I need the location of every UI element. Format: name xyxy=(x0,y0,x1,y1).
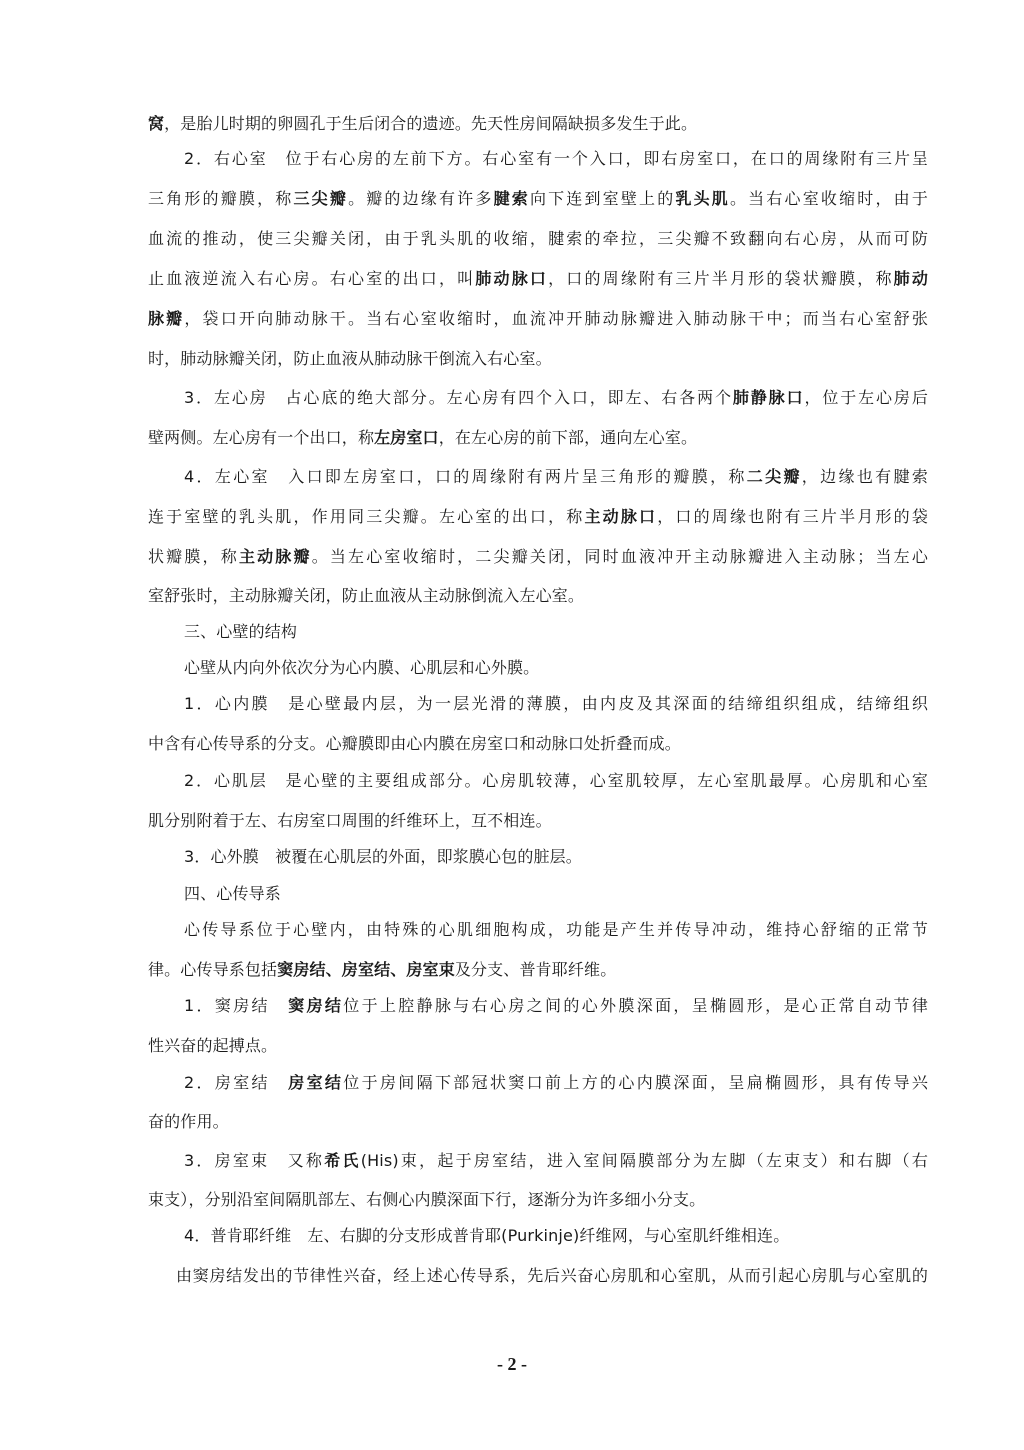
text-segment: 状瓣膜，称 xyxy=(148,547,239,566)
bold-term: 主动脉口 xyxy=(584,507,658,526)
text-segment: ，是胎儿时期的卵圆孔于生后闭合的遗迹。先天性房间隔缺损多发生于此。 xyxy=(164,114,698,133)
text-segment: 心壁从内向外依次分为心内膜、心肌层和心外膜。 xyxy=(184,658,540,677)
text-segment: 3．心外膜 被覆在心肌层的外面，即浆膜心包的脏层。 xyxy=(184,847,582,866)
text-line xyxy=(148,547,928,567)
text-segment: 4．左心室 入口即左房室口，口的周缘附有两片呈三角形的瓣膜，称 xyxy=(184,467,747,486)
text-segment: 。当右心室收缩时，由于 xyxy=(730,189,929,208)
text-segment: ，在左心房的前下部，通向左心室。 xyxy=(438,428,698,447)
bold-term: 主动脉瓣 xyxy=(238,547,312,566)
text-line xyxy=(148,1190,928,1210)
text-segment: 位于上腔静脉与右心房之间的心外膜深面，呈椭圆形，是心正常自动节律 xyxy=(343,996,928,1015)
text-segment: ，边缘也有腱索 xyxy=(801,467,928,486)
text-segment: 三、心壁的结构 xyxy=(184,622,298,641)
text-segment: 4．普肯耶纤维 左、右脚的分支形成普肯耶(Purkinje)纤维网，与心室肌纤维相连。 xyxy=(184,1226,790,1245)
text-segment: 律。心传导系包括 xyxy=(148,960,278,979)
text-line xyxy=(184,388,928,408)
text-line xyxy=(148,1036,928,1056)
text-segment: 肌分别附着于左、右房室口周围的纤维环上，互不相连。 xyxy=(148,811,552,830)
text-line xyxy=(176,1266,928,1286)
text-line xyxy=(184,467,928,487)
text-segment: 心传导系位于心壁内，由特殊的心肌细胞构成，功能是产生并传导冲动，维持心舒缩的正常节 xyxy=(184,920,928,939)
bold-term: 左房室口 xyxy=(374,428,439,447)
text-segment: 由窦房结发出的节律性兴奋，经上述心传导系，先后兴奋心房肌和心室肌，从而引起心房肌与心室肌的 xyxy=(176,1266,928,1285)
text-line xyxy=(184,1151,928,1171)
bold-term: 脉瓣 xyxy=(148,309,185,328)
text-line xyxy=(148,586,928,606)
text-segment: 3．房室束 又称 xyxy=(184,1151,325,1170)
bold-term: 三尖瓣 xyxy=(293,189,349,208)
text-segment: 。瓣的边缘有许多 xyxy=(348,189,494,208)
text-segment: ，口的周缘也附有三片半月形的袋 xyxy=(657,507,928,526)
text-segment: 2．心肌层 是心壁的主要组成部分。心房肌较薄，心室肌较厚，左心室肌最厚。心房肌和心室 xyxy=(184,771,928,790)
text-segment: ，位于左心房后 xyxy=(804,388,928,407)
text-line xyxy=(148,189,928,209)
text-segment: 性兴奋的起搏点。 xyxy=(148,1036,278,1055)
text-line xyxy=(148,114,928,134)
text-line xyxy=(184,622,964,642)
text-segment: 1．心内膜 是心壁最内层，为一层光滑的薄膜，由内皮及其深面的结缔组织组成，结缔组织 xyxy=(184,694,928,713)
text-line xyxy=(148,734,928,754)
bold-term: 窦房结、房室结、房室束 xyxy=(277,960,455,979)
text-segment: 中含有心传导系的分支。心瓣膜即由心内膜在房室口和动脉口处折叠而成。 xyxy=(148,734,681,753)
text-segment: 向下连到室壁上的 xyxy=(529,189,676,208)
text-segment: 奋的作用。 xyxy=(148,1112,229,1131)
text-segment: 束支），分别沿室间隔肌部左、右侧心内膜深面下行，逐渐分为许多细小分支。 xyxy=(148,1190,706,1209)
text-segment: 连于室壁的乳头肌，作用同三尖瓣。左心室的出口，称 xyxy=(148,507,585,526)
text-segment: 室舒张时，主动脉瓣关闭，防止血液从主动脉倒流入左心室。 xyxy=(148,586,585,605)
text-segment: 及分支、普肯耶纤维。 xyxy=(454,960,617,979)
text-line xyxy=(184,847,964,867)
bold-term: 腱索 xyxy=(493,189,530,208)
text-segment: 血流的推动，使三尖瓣关闭，由于乳头肌的收缩，腱索的牵拉，三尖瓣不致翻向右心房，从而可防 xyxy=(148,229,928,248)
bold-term: 窦房结 xyxy=(288,996,344,1015)
text-line xyxy=(184,884,964,904)
text-segment: 3．左心房 占心底的绝大部分。左心房有四个入口，即左、右各两个 xyxy=(184,388,733,407)
text-line xyxy=(184,1073,928,1093)
text-line xyxy=(184,996,928,1016)
bold-term: 肺静脉口 xyxy=(732,388,805,407)
text-segment: ，袋口开向肺动脉干。当右心室收缩时，血流冲开肺动脉瓣进入肺动脉干中；而当右心室舒张 xyxy=(184,309,928,328)
text-line xyxy=(148,1112,928,1132)
text-line xyxy=(148,960,928,980)
text-segment: ，口的周缘附有三片半月形的袋状瓣膜，称 xyxy=(548,269,894,288)
text-segment: 位于房间隔下部冠状窦口前上方的心内膜深面，呈扁椭圆形，具有传导兴 xyxy=(343,1073,928,1092)
text-line xyxy=(148,229,928,249)
text-line xyxy=(148,309,928,329)
text-segment: 2．右心室 位于右心房的左前下方。右心室有一个入口，即右房室口，在口的周缘附有三片呈 xyxy=(184,149,928,168)
text-line xyxy=(184,658,964,678)
bold-term: 肺动 xyxy=(893,269,928,288)
text-segment: 四、心传导系 xyxy=(184,884,281,903)
text-segment: 止血液逆流入右心房。右心室的出口，叫 xyxy=(148,269,476,288)
text-segment: 。当左心室收缩时，二尖瓣关闭，同时血液冲开主动脉瓣进入主动脉；当左心 xyxy=(311,547,928,566)
text-line xyxy=(184,1226,964,1246)
bold-term: 二尖瓣 xyxy=(746,467,802,486)
page-number: - 2 - xyxy=(497,1354,527,1374)
bold-term: 窝 xyxy=(148,114,165,133)
text-line xyxy=(184,694,928,714)
text-line xyxy=(184,771,928,791)
text-line xyxy=(184,920,928,940)
text-segment: (His)束，起于房室结，进入室间隔膜部分为左脚（左束支）和右脚（右 xyxy=(360,1151,928,1170)
text-line xyxy=(148,269,928,289)
text-segment: 时，肺动脉瓣关闭，防止血液从肺动脉干倒流入右心室。 xyxy=(148,349,552,368)
text-line xyxy=(148,811,928,831)
text-segment: 2．房室结 xyxy=(184,1073,289,1092)
text-line xyxy=(148,507,928,527)
bold-term: 肺动脉口 xyxy=(475,269,549,288)
text-line xyxy=(184,149,928,169)
text-line xyxy=(148,428,928,448)
text-line xyxy=(148,349,928,369)
bold-term: 房室结 xyxy=(288,1073,344,1092)
bold-term: 乳头肌 xyxy=(675,189,730,208)
text-segment: 三角形的瓣膜，称 xyxy=(148,189,294,208)
text-segment: 壁两侧。左心房有一个出口，称 xyxy=(148,428,375,447)
bold-term: 希氏 xyxy=(324,1151,361,1170)
text-segment: 1．窦房结 xyxy=(184,996,289,1015)
